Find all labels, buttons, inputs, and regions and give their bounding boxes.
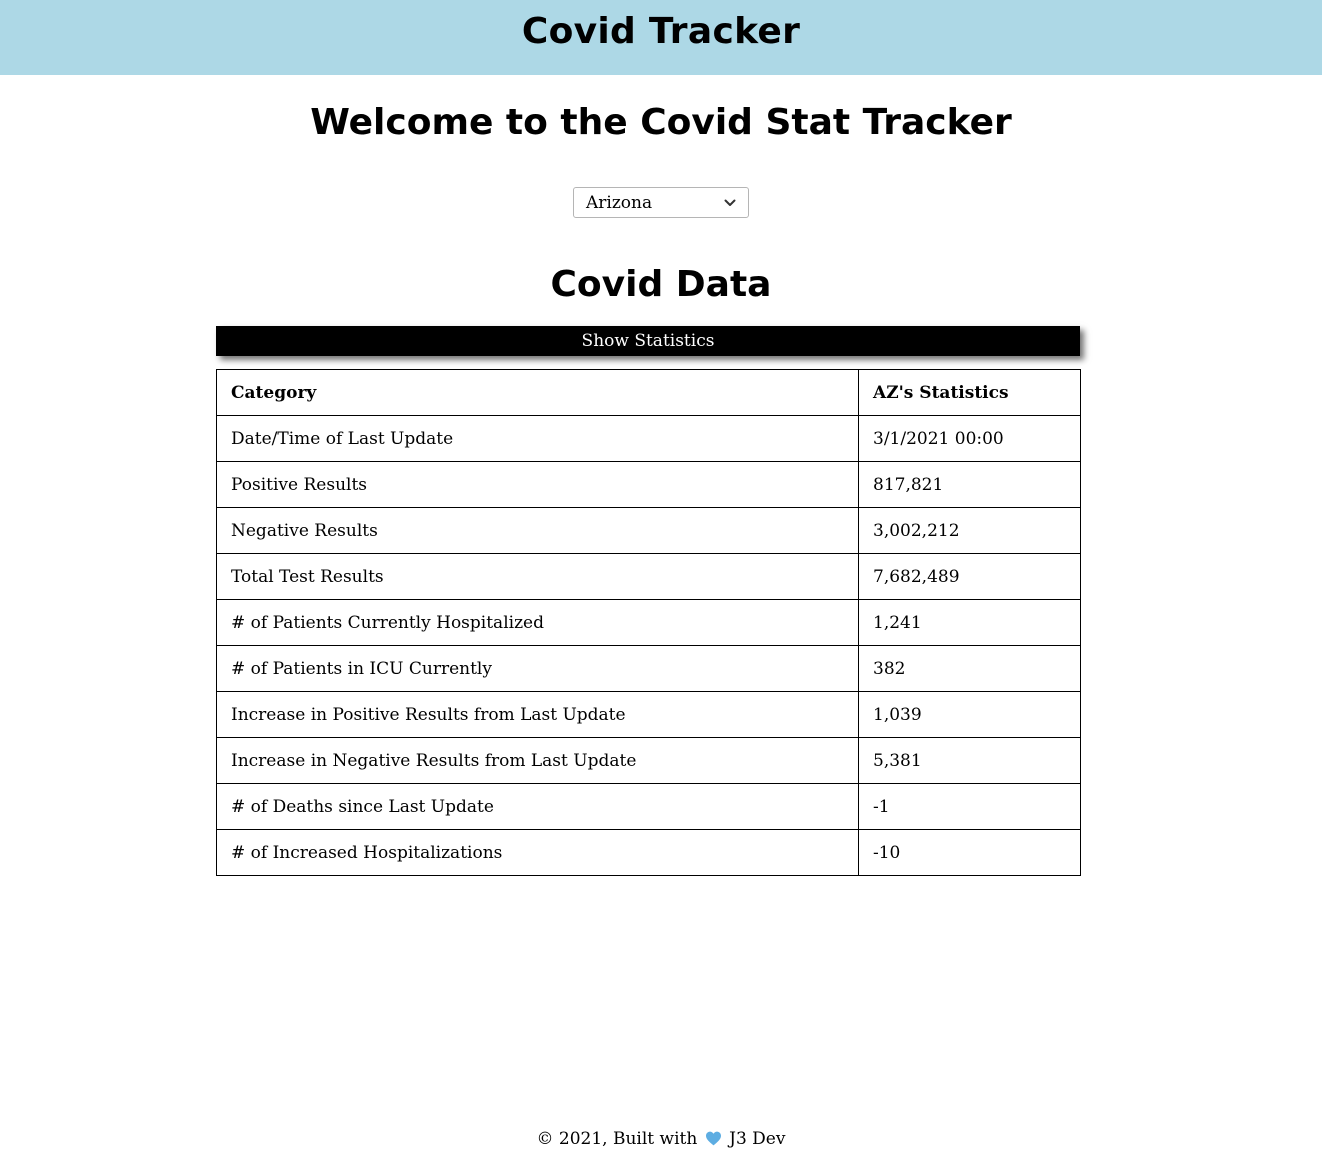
row-category: Date/Time of Last Update [217, 416, 859, 462]
row-category: # of Deaths since Last Update [217, 784, 859, 830]
row-value: -10 [859, 830, 1081, 876]
table-row [217, 462, 1081, 508]
chevron-down-icon [724, 198, 736, 208]
row-value: 382 [859, 646, 1081, 692]
column-header-statistics: AZ's Statistics [859, 370, 1081, 416]
site-title: Covid Tracker [521, 11, 801, 52]
column-header-category: Category [217, 370, 859, 416]
data-heading: Covid Data [550, 264, 772, 305]
main-content [0, 101, 1322, 876]
row-category: Positive Results [217, 462, 859, 508]
heart-icon [705, 1131, 722, 1146]
row-value: 7,682,489 [859, 554, 1081, 600]
table-row [217, 600, 1081, 646]
state-select-wrapper [0, 187, 1322, 219]
row-value: 817,821 [859, 462, 1081, 508]
row-value: -1 [859, 784, 1081, 830]
row-value: 1,241 [859, 600, 1081, 646]
row-category: # of Patients in ICU Currently [217, 646, 859, 692]
table-row [217, 692, 1081, 738]
stats-table [216, 369, 1081, 876]
row-category: # of Patients Currently Hospitalized [217, 600, 859, 646]
row-value: 5,381 [859, 738, 1081, 784]
state-select[interactable] [573, 187, 749, 218]
table-header-row [217, 370, 1081, 416]
table-row [217, 508, 1081, 554]
welcome-title: Welcome to the Covid Stat Tracker [310, 102, 1012, 143]
table-row [217, 646, 1081, 692]
table-row [217, 830, 1081, 876]
row-value: 3/1/2021 00:00 [859, 416, 1081, 462]
table-row [217, 738, 1081, 784]
row-value: 3,002,212 [859, 508, 1081, 554]
row-category: Negative Results [217, 508, 859, 554]
table-row [217, 554, 1081, 600]
row-category: Increase in Positive Results from Last Update [217, 692, 859, 738]
row-category: # of Increased Hospitalizations [217, 830, 859, 876]
site-footer [0, 1127, 1322, 1151]
state-select-value: Arizona [586, 193, 653, 213]
table-row [217, 784, 1081, 830]
table-row [217, 416, 1081, 462]
row-category: Total Test Results [217, 554, 859, 600]
footer-prefix: © 2021, Built with [536, 1129, 698, 1149]
site-header [0, 0, 1322, 75]
row-value: 1,039 [859, 692, 1081, 738]
footer-suffix: J3 Dev [729, 1129, 786, 1149]
show-statistics-button[interactable]: Show Statistics [216, 326, 1080, 356]
row-category: Increase in Negative Results from Last Update [217, 738, 859, 784]
